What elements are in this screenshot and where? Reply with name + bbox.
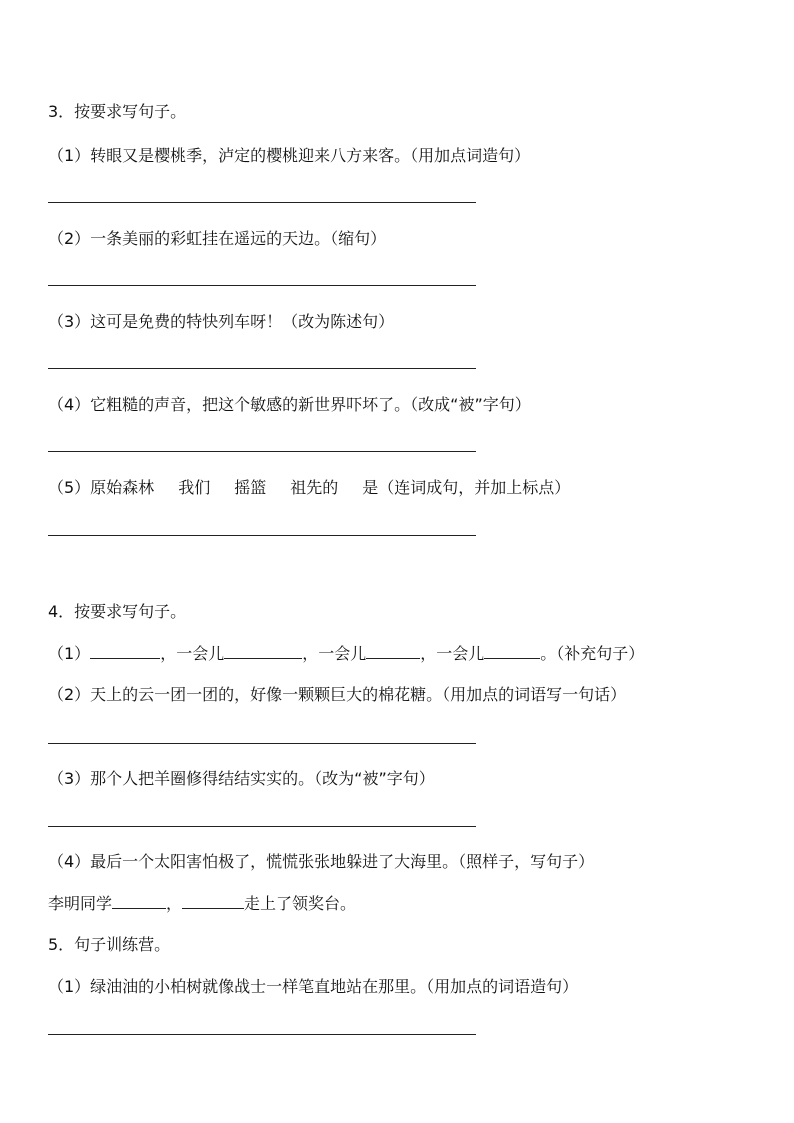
- q4-example-prefix: 李明同学: [48, 894, 113, 913]
- q3-answer-line-4[interactable]: [48, 451, 476, 452]
- q3-item-2: （2）一条美丽的彩虹挂在遥远的天边。（缩句）: [48, 229, 387, 248]
- q3-answer-line-1[interactable]: [48, 202, 476, 203]
- q4-item-1-blank-3[interactable]: [366, 643, 420, 659]
- q4-example-sep: ，: [166, 894, 183, 913]
- q5-item-1: （1）绿油油的小柏树就像战士一样笔直地站在那里。（用加点的词语造句）: [48, 977, 579, 996]
- q4-item-1-suffix: 。（补充句子）: [540, 644, 645, 663]
- q4-item-1-prefix: （1）: [48, 644, 91, 663]
- q4-item-4-example: [48, 893, 356, 915]
- q5-heading: 5．句子训练营。: [48, 935, 171, 954]
- q3-item-5-word: 祖先的: [290, 478, 339, 497]
- q4-example-blank-1[interactable]: [112, 893, 166, 909]
- q4-item-1-text: ，一会儿: [160, 644, 225, 663]
- q3-heading: 3．按要求写句子。: [48, 102, 187, 121]
- q4-answer-line-2[interactable]: [48, 743, 476, 744]
- q3-item-4: （4）它粗糙的声音，把这个敏感的新世界吓坏了。（改成“被”字句）: [48, 395, 531, 414]
- q3-item-5-prefix: （5）原始森林: [48, 478, 155, 497]
- q4-item-1-text: ，一会儿: [420, 644, 485, 663]
- q4-item-1: [48, 643, 644, 665]
- q3-item-1: （1）转眼又是樱桃季，泸定的樱桃迎来八方来客。（用加点词造句）: [48, 146, 531, 165]
- q4-item-1-blank-2[interactable]: [224, 643, 302, 659]
- q3-item-3: （3）这可是免费的特快列车呀！（改为陈述句）: [48, 312, 395, 331]
- q4-answer-line-3[interactable]: [48, 826, 476, 827]
- q3-answer-line-2[interactable]: [48, 285, 476, 286]
- q3-answer-line-3[interactable]: [48, 368, 476, 369]
- q3-item-5-last: 是（连词成句，并加上标点）: [362, 478, 571, 497]
- q4-item-1-blank-4[interactable]: [484, 643, 540, 659]
- q3-item-5: [48, 477, 570, 499]
- q3-item-5-word: 摇篮: [234, 478, 267, 497]
- q5-answer-line-1[interactable]: [48, 1034, 476, 1035]
- q4-example-blank-2[interactable]: [182, 893, 244, 909]
- q4-item-2: （2）天上的云一团一团的，好像一颗颗巨大的棉花糖。（用加点的词语写一句话）: [48, 685, 627, 704]
- q4-item-3: （3）那个人把羊圈修得结结实实的。（改为“被”字句）: [48, 769, 435, 788]
- q3-item-5-word: 我们: [178, 478, 211, 497]
- q4-heading: 4．按要求写句子。: [48, 602, 187, 621]
- q4-item-1-text: ，一会儿: [302, 644, 367, 663]
- q3-answer-line-5[interactable]: [48, 535, 476, 536]
- q4-item-1-blank-1[interactable]: [90, 643, 160, 659]
- q4-item-4: （4）最后一个太阳害怕极了，慌慌张张地躲进了大海里。（照样子，写句子）: [48, 852, 595, 871]
- q4-example-suffix: 走上了领奖台。: [244, 894, 357, 913]
